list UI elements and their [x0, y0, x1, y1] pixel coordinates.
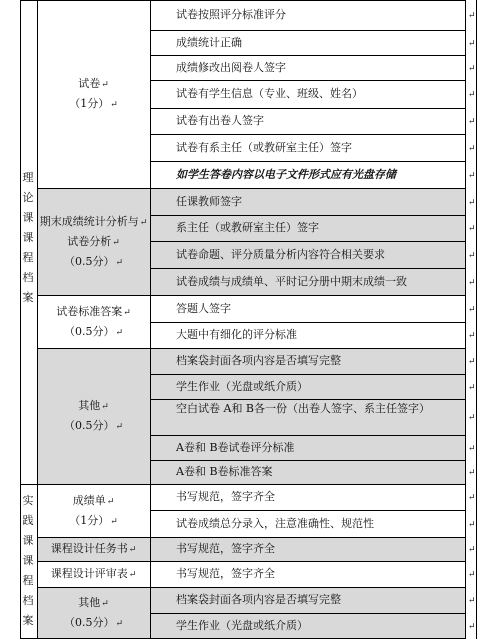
rule-line: [465, 0, 466, 639]
rule-line: [150, 460, 466, 461]
checklist-item: 试卷有出卷人签字: [176, 114, 264, 127]
paragraph-mark: ↵: [468, 63, 476, 74]
group-name: 课程设计评审表↵: [50, 567, 137, 580]
paragraph-mark: ↵: [101, 402, 109, 412]
checklist-item: 试卷成绩总分录入，注意准确性、规范性: [176, 516, 374, 530]
rule-line: [37, 561, 466, 562]
paragraph-mark: ↵: [115, 257, 124, 268]
rule-line: [37, 188, 466, 189]
paragraph-mark: ↵: [468, 90, 476, 100]
paragraph-mark: ↵: [128, 545, 137, 555]
group-name: （0.5分）↵: [63, 419, 124, 432]
rule-line: [150, 108, 466, 109]
group-name: （1分）↵: [69, 513, 118, 527]
paragraph-mark: ↵: [468, 357, 476, 367]
checklist-item: 档案袋封面各项内容是否填写完整: [176, 593, 341, 606]
rule-line: [37, 587, 466, 588]
paragraph-mark: ↵: [468, 468, 476, 478]
group-name: 其他↵: [78, 399, 109, 412]
paragraph-mark: ↵: [128, 570, 137, 580]
checklist-item: 答题人签字: [176, 301, 231, 315]
rule-line: [150, 374, 466, 375]
paragraph-mark: ↵: [468, 143, 476, 154]
checklist-item: 任课教师签字: [176, 194, 242, 208]
paragraph-mark: ↵: [468, 493, 476, 503]
group-name: 期末成绩统计分析与↵: [39, 214, 148, 228]
group-name: 课程设计任务书↵: [50, 542, 137, 555]
rule-line: [37, 537, 466, 538]
rule-line: [150, 510, 466, 511]
paragraph-mark: ↵: [139, 217, 148, 228]
paragraph-mark: ↵: [468, 621, 476, 632]
rule-line: [150, 435, 466, 436]
checklist-item: 大题中有细化的评分标准: [176, 328, 297, 341]
rule-line: [150, 55, 466, 56]
paragraph-mark: ↵: [468, 382, 476, 393]
checklist-item: 试卷有系主任（或教研室主任）签字: [176, 140, 352, 154]
paragraph-mark: ↵: [110, 100, 118, 110]
paragraph-mark: ↵: [468, 277, 476, 288]
group-name: （0.5分）↵: [63, 254, 124, 268]
paragraph-mark: ↵: [115, 618, 124, 629]
checklist-item: 试卷成绩与成绩单、平时记分册中期末成绩一致: [176, 274, 407, 288]
paragraph-mark: ↵: [468, 519, 476, 530]
rule-line: [150, 0, 151, 639]
rule-line: [37, 295, 466, 296]
group-name: 试卷分析↵: [67, 234, 120, 248]
rule-line: [150, 215, 466, 216]
paragraph-mark: ↵: [101, 598, 109, 609]
checklist-item: 成绩修改出阅卷人签字: [176, 60, 286, 74]
checklist-item: 书写规范，签字齐全: [176, 567, 275, 580]
paragraph-mark: ↵: [101, 80, 109, 90]
paragraph-mark: ↵: [115, 327, 124, 338]
paragraph-mark: ↵: [468, 443, 476, 454]
group-name: 试卷↵: [78, 77, 109, 90]
checklist-item: 空白试卷 A和 B各一份（出卷人签字、系主任签字）: [176, 402, 431, 415]
checklist-item: 学生作业（光盘或纸介质）: [176, 618, 308, 632]
paragraph-mark: ↵: [468, 117, 476, 127]
paragraph-mark: ↵: [123, 307, 131, 318]
rule-line: [150, 399, 466, 400]
checklist-item: 档案袋封面各项内容是否填写完整: [176, 354, 341, 367]
rule-line: [37, 0, 38, 639]
group-name: （0.5分）↵: [63, 324, 124, 338]
paragraph-mark: ↵: [468, 596, 476, 606]
rule-line: [150, 268, 466, 269]
group-name: （0.5分）↵: [63, 615, 124, 629]
paragraph-mark: ↵: [468, 304, 476, 315]
rule-line: [150, 30, 466, 31]
group-name: （1分）↵: [69, 97, 118, 110]
checklist-item: 如学生答卷内容以电子文件形式应有光盘存储: [176, 167, 396, 181]
paragraph-mark: ↵: [468, 197, 476, 208]
paragraph-mark: ↵: [468, 11, 476, 21]
paragraph-mark: ↵: [468, 38, 476, 49]
group-name: 试卷标准答案↵: [56, 304, 131, 318]
checklist-item: 成绩统计正确: [176, 35, 242, 49]
paragraph-mark: ↵: [110, 516, 118, 527]
rule-line: [20, 0, 21, 639]
paragraph-mark: ↵: [468, 570, 476, 580]
rule-line: [37, 348, 466, 349]
checklist-item: 书写规范，签字齐全: [176, 542, 275, 555]
group-name: 成绩单↵: [72, 493, 115, 507]
rule-line: [150, 80, 466, 81]
rule-line: [150, 322, 466, 323]
checklist-item: 系主任（或教研室主任）签字: [176, 221, 319, 234]
category-label: 实践课课程档案: [22, 494, 34, 627]
paragraph-mark: ↵: [468, 413, 476, 423]
paragraph-mark: ↵: [112, 237, 120, 248]
rule-line: [150, 241, 466, 242]
paragraph-mark: ↵: [468, 170, 476, 181]
rule-line: [20, 484, 466, 485]
paragraph-mark: ↵: [468, 331, 476, 341]
checklist-item: 试卷按照评分标准评分: [176, 8, 286, 21]
paragraph-mark: ↵: [468, 250, 476, 261]
rule-line: [20, 0, 466, 1]
paragraph-mark: ↵: [115, 422, 124, 432]
rule-line: [150, 134, 466, 135]
checklist-item: 书写规范，签字齐全: [176, 490, 275, 503]
checklist-item: 学生作业（光盘或纸介质）: [176, 379, 308, 393]
rule-line: [20, 638, 466, 639]
checklist-item: 试卷命题、评分质量分析内容符合相关要求: [176, 247, 385, 261]
rule-line: [476, 0, 477, 639]
paragraph-mark: ↵: [106, 496, 115, 507]
checklist-item: A卷和 B卷试卷评分标准: [176, 440, 295, 454]
paragraph-mark: ↵: [468, 224, 476, 234]
paragraph-mark: ↵: [468, 545, 476, 555]
rule-line: [150, 613, 466, 614]
category-label: 理论课课程档案: [22, 171, 34, 304]
group-name: 其他↵: [78, 595, 109, 609]
checklist-item: 试卷有学生信息（专业、班级、姓名）: [176, 87, 363, 100]
rule-line: [150, 161, 466, 162]
shaded-group-background: [37, 348, 465, 484]
checklist-item: A卷和 B卷标准答案: [176, 465, 273, 478]
